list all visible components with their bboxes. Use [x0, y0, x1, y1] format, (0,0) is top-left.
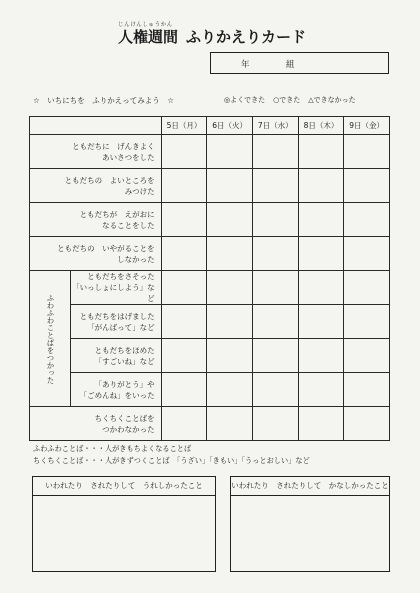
day-header: 6日（火）: [207, 117, 253, 135]
page-title: [118, 26, 306, 47]
rating-cell[interactable]: [344, 271, 390, 305]
rating-cell[interactable]: [252, 407, 298, 441]
group-label: ふわふわことばをつかった: [30, 271, 71, 407]
table-row: [30, 373, 390, 407]
rating-cell[interactable]: [207, 271, 253, 305]
class-label: 組: [286, 60, 295, 70]
rating-cell[interactable]: [207, 237, 253, 271]
legend-good: ◎よくできた: [224, 96, 266, 104]
table-row: [30, 305, 390, 339]
legend-ok: ○できた: [273, 96, 301, 104]
rating-cell[interactable]: [344, 203, 390, 237]
day-header: 5日（月）: [161, 117, 207, 135]
rating-cell[interactable]: [252, 271, 298, 305]
day-header: 8日（木）: [298, 117, 344, 135]
rating-cell[interactable]: [252, 135, 298, 169]
rating-cell[interactable]: [161, 305, 207, 339]
table-row: [30, 271, 390, 305]
rating-cell[interactable]: [298, 203, 344, 237]
title-ruby: じんけんしゅうかん: [118, 22, 173, 28]
rating-cell[interactable]: [207, 135, 253, 169]
rating-cell[interactable]: [252, 339, 298, 373]
row-label: ともだちの よいところを みつけた: [30, 169, 162, 203]
rating-cell[interactable]: [298, 169, 344, 203]
rating-cell[interactable]: [298, 339, 344, 373]
rating-cell[interactable]: [252, 203, 298, 237]
rating-cell[interactable]: [161, 237, 207, 271]
rating-cell[interactable]: [344, 373, 390, 407]
class-field[interactable]: [210, 52, 389, 74]
row-label: ちくちくことばを つかわなかった: [30, 407, 162, 441]
rating-cell[interactable]: [252, 237, 298, 271]
title-main: 人権週間: [118, 28, 179, 46]
rating-cell[interactable]: [161, 373, 207, 407]
table-row: [30, 135, 390, 169]
row-label: ともだちが えがおに なることをした: [30, 203, 162, 237]
day-header: 9日（金）: [344, 117, 390, 135]
row-label: ともだちに げんきよく あいさつをした: [30, 135, 162, 169]
year-label: 年: [241, 60, 250, 70]
happy-memo-heading: いわれたり されたりして うれしかったこと: [33, 477, 215, 496]
rating-cell[interactable]: [252, 373, 298, 407]
rating-cell[interactable]: [344, 407, 390, 441]
rating-cell[interactable]: [161, 339, 207, 373]
rating-cell[interactable]: [344, 237, 390, 271]
table-header-row: [30, 117, 390, 135]
note-fuwafuwa: ふわふわことば・・・人がきもちよくなることば: [33, 444, 192, 453]
row-label: 「ありがとう」や 「ごめんね」をいった: [71, 373, 162, 407]
intro-text: ☆ いちにちを ふりかえってみよう ☆: [33, 96, 174, 105]
rating-cell[interactable]: [298, 407, 344, 441]
header-corner: [30, 117, 162, 135]
note-chikuchiku: ちくちくことば・・・人がきずつくことば 「うざい」「きもい」「うっとおしい」など: [33, 456, 310, 465]
sad-memo-box[interactable]: [230, 476, 390, 572]
rating-cell[interactable]: [207, 339, 253, 373]
rating-cell[interactable]: [344, 339, 390, 373]
row-label: ともだちの いやがることを しなかった: [30, 237, 162, 271]
day-header: 7日（水）: [252, 117, 298, 135]
rating-cell[interactable]: [298, 305, 344, 339]
rating-cell[interactable]: [298, 237, 344, 271]
rating-cell[interactable]: [207, 305, 253, 339]
row-label: ともだちをほめた 「すごいね」など: [71, 339, 162, 373]
rating-cell[interactable]: [252, 169, 298, 203]
rating-cell[interactable]: [207, 373, 253, 407]
rating-cell[interactable]: [344, 305, 390, 339]
rating-cell[interactable]: [161, 407, 207, 441]
rating-cell[interactable]: [207, 203, 253, 237]
rating-cell[interactable]: [161, 135, 207, 169]
rating-cell[interactable]: [298, 271, 344, 305]
rating-cell[interactable]: [252, 305, 298, 339]
rating-cell[interactable]: [344, 169, 390, 203]
row-label: ともだちをさそった 「いっしょにしよう」など: [71, 271, 162, 305]
table-row: [30, 169, 390, 203]
rating-cell[interactable]: [161, 203, 207, 237]
table-row: [30, 237, 390, 271]
reflection-table: [29, 116, 390, 441]
rating-cell[interactable]: [298, 135, 344, 169]
rating-cell[interactable]: [161, 271, 207, 305]
row-label: ともだちをはげました 「がんばって」など: [71, 305, 162, 339]
rating-cell[interactable]: [161, 169, 207, 203]
table-row: [30, 339, 390, 373]
rating-cell[interactable]: [344, 135, 390, 169]
table-row: [30, 203, 390, 237]
rating-cell[interactable]: [298, 373, 344, 407]
title-sub: ふりかえりカード: [186, 28, 307, 46]
rating-legend: [224, 95, 364, 105]
happy-memo-box[interactable]: [32, 476, 216, 572]
sad-memo-heading: いわれたり されたりして かなしかったこと: [231, 477, 389, 496]
rating-cell[interactable]: [207, 169, 253, 203]
rating-cell[interactable]: [207, 407, 253, 441]
legend-bad: △できなかった: [308, 96, 356, 104]
table-row: [30, 407, 390, 441]
